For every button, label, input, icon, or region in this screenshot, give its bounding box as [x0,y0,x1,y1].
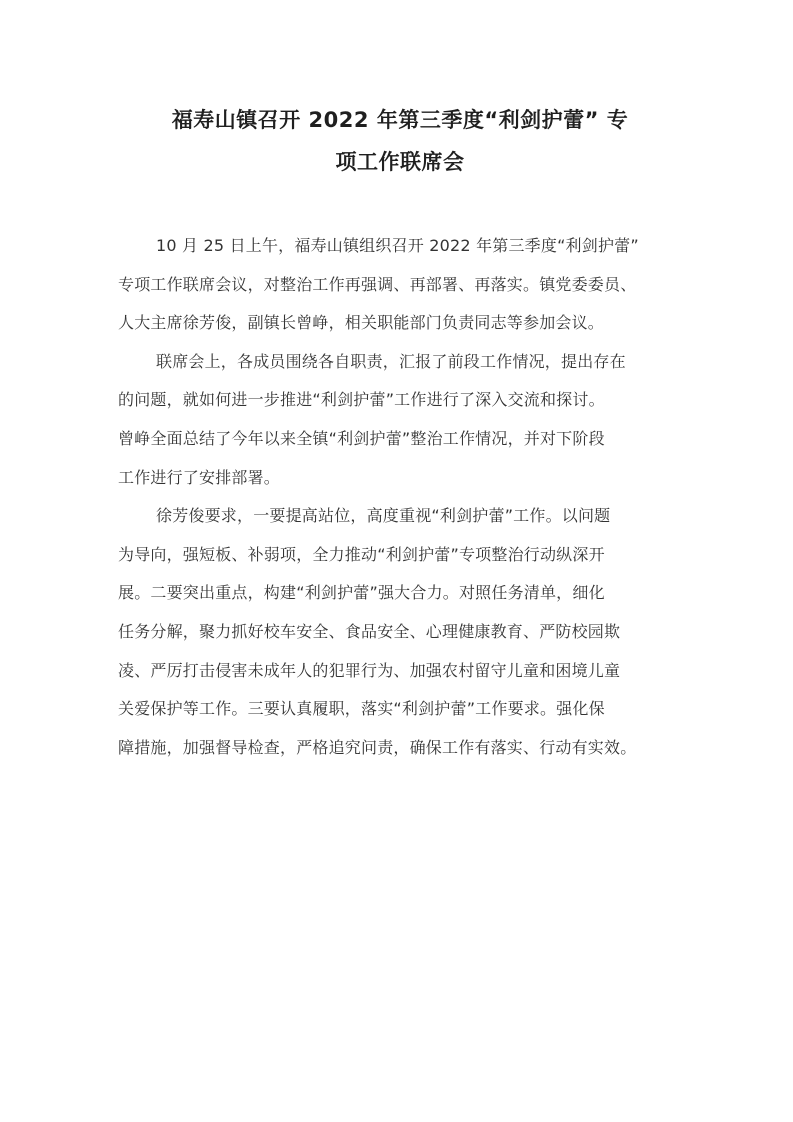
paragraph-3-line-7: 障措施，加强督导检查，严格追究问责，确保工作有落实、行动有实效。 [118,737,637,757]
paragraph-2-line-3: 曾峥全面总结了今年以来全镇“利剑护蕾”整治工作情况，并对下阶段 [118,428,605,448]
paragraph-2-line-1: 联席会上，各成员围绕各自职责，汇报了前段工作情况，提出存在 [156,351,626,371]
document-body [118,227,678,767]
paragraph-3-line-1: 徐芳俊要求，一要提高站位，高度重视“利剑护蕾”工作。以问题 [156,506,611,526]
document-title-line-2: 项工作联席会 [335,150,465,174]
paragraph-2-line-4: 工作进行了安排部署。 [118,467,281,487]
paragraph-3-line-6: 关爱保护等工作。三要认真履职，落实“利剑护蕾”工作要求。强化保 [118,699,605,719]
paragraph-3-line-4: 任务分解，聚力抓好校车安全、食品安全、心理健康教育、严防校园欺 [118,621,621,641]
paragraph-1-line-1: 10 月 25 日上午，福寿山镇组织召开 2022 年第三季度“利剑护蕾” [156,236,639,255]
paragraph-1-line-3: 人大主席徐芳俊，副镇长曾峥，相关职能部门负责同志等参加会议。 [118,313,605,333]
paragraph-1-line-2: 专项工作联席会议，对整治工作再强调、再部署、再落实。镇党委委员、 [118,274,637,294]
paragraph-2-line-2: 的问题，就如何进一步推进“利剑护蕾”工作进行了深入交流和探讨。 [118,390,605,410]
paragraph-3-line-5: 凌、严厉打击侵害未成年人的犯罪行为、加强农村留守儿童和困境儿童 [118,660,621,680]
paragraph-3-line-2: 为导向，强短板、补弱项，全力推动“利剑护蕾”专项整治行动纵深开 [118,544,605,564]
paragraph-3-line-3: 展。二要突出重点，构建“利剑护蕾”强大合力。对照任务清单，细化 [118,583,605,603]
document-title-line-1: 福寿山镇召开 2022 年第三季度“利剑护蕾” 专 [171,108,629,132]
